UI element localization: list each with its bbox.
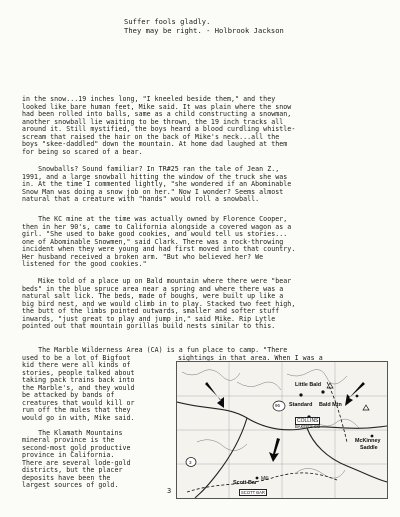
map-label-scott-bar: Scott Bar (233, 480, 257, 486)
text-line: The KC mine at the time was actually owned by Florence Cooper, (22, 215, 288, 223)
map-label-collins-2: BAKER'S CO (295, 424, 321, 429)
text-line: natural that a creature with "hands" would roll a snowball. (22, 195, 260, 203)
text-line: would go in with, Mike said. (22, 413, 135, 422)
text-line: for being so scared of a bear. (22, 147, 143, 156)
text-line-right: sightings in that area. When I was a (178, 353, 323, 362)
epigraph-line-2: They may be right. - Holbrook Jackson (124, 25, 284, 35)
text-line: 1991, and a large snowball hitting the window of the truck she was (22, 172, 288, 181)
text-line: kid there were all kinds of (22, 361, 131, 369)
text-line: mineral province is the (22, 436, 115, 444)
text-line: districts, but the placer (22, 466, 123, 474)
text-line: boys "skee-daddled" down the mountain. At home dad laughed at them (22, 140, 288, 148)
text-line: big bird nest, and we would climb in to play. Stacked two feet high, (22, 299, 296, 308)
map-label-saddle: Saddle (360, 445, 378, 451)
map-label-standard: Standard (289, 402, 313, 408)
text-line: looked like bare human feet, Mike said. It was plain where the snow (22, 102, 292, 111)
map-label-mill: Mill (261, 476, 269, 482)
text-line: Her husband received a broken arm. "But who believed her? We (22, 252, 264, 261)
text-line: around it. Still mystified, the boys heard a blood curdling whistle- (22, 125, 296, 133)
text-line: scream that raised the hair on the back of Mike's neck...all the (22, 132, 280, 141)
paragraph-bear-beds (22, 278, 384, 331)
text-line: another snowball lie waiting to be thrown, the 19 inch tracks all (22, 117, 284, 126)
text-line: Snow Man was doing a snow job on her." Now I wonder? Seems almost (22, 187, 284, 196)
text-line: There are several lode-gold (22, 458, 131, 467)
text-line: stories, people talked about (22, 368, 135, 377)
map-label-route-number-2: 3 (189, 459, 192, 465)
text-line: natural salt lick. The beds, made of boughs, were built up like a (22, 292, 284, 300)
text-line: one of Abominable Snowmen," said Clark. There was a rock-throwing (22, 237, 284, 246)
text-line: in the snow...19 inches long, "I kneeled beside them," and they (22, 95, 276, 103)
text-line: The Marble Wilderness Area (CA) is a fun place to camp. "There (22, 346, 288, 354)
map-drawing (177, 362, 387, 498)
text-line: deposits have been the (22, 473, 111, 482)
text-line: inwards, "just great to play and jump in," said Mike. Rip Lytle (22, 314, 276, 323)
left-column-text (22, 355, 177, 490)
text-line: be attacked by bands of (22, 391, 115, 399)
paragraph-kc-mine (22, 216, 384, 269)
text-line: creatures that would kill or (22, 398, 135, 407)
paragraph-snowballs (22, 166, 384, 204)
text-line: province in California. (22, 451, 115, 459)
text-line: in. At the time I commented lightly, "she wondered if an Abominable (22, 180, 292, 188)
text-line: the butt of the limbs pointed outwards, smaller and softer stuff (22, 307, 280, 315)
map-label-scott-bar-box: SCOTT BAR (241, 490, 265, 495)
text-line: second-most gold productive (22, 443, 131, 452)
page-number: 3 (167, 487, 172, 495)
map-label-route-number: 96 (275, 403, 281, 408)
paragraph-snow-tracks (22, 96, 384, 156)
map-label-mckinney: McKinney (355, 438, 381, 444)
text-line: had been rolled into balls, same as a child constructing a snowman, (22, 110, 292, 118)
text-line: taking pack trains back into (22, 376, 135, 384)
text-line: Snowballs? Sound familiar? In TR#25 ran the tale of Jean Z., (22, 165, 280, 173)
text-line: listened for the good cookies." (22, 260, 147, 268)
epigraph-line-1: Suffer fools gladly. (124, 17, 211, 26)
text-line: Mike told of a place up on Bald mountain where there were "bear (22, 277, 292, 285)
text-line: pointed out that mountain gorillas build nests similar to this. (22, 322, 276, 330)
text-line: used to be a lot of Bigfoot (22, 353, 131, 362)
text-line: run off the mules that they (22, 406, 131, 414)
text-line: incident when they were young and had first moved into that country. (22, 245, 296, 253)
text-line: The Klamath Mountains (22, 428, 123, 437)
text-line: beds" in the blue spruce area near a spring and where there was a (22, 284, 284, 293)
text-line: girl. "She used to bake good cookies, and would tell us stories... (22, 230, 288, 238)
map-label-collins: COLLINS (297, 418, 319, 424)
text-line: largest sources of gold. (22, 481, 119, 489)
text-line: the Marble's, and they would (22, 383, 135, 392)
epigraph (124, 18, 364, 36)
map-label-bald-mtn: Bald Mtn (319, 402, 342, 408)
marble-wilderness-map (176, 361, 388, 499)
text-line: then in her 90's, came to California alongside a covered wagon as a (22, 222, 292, 231)
map-label-little-bald: Little Bald (295, 382, 322, 388)
